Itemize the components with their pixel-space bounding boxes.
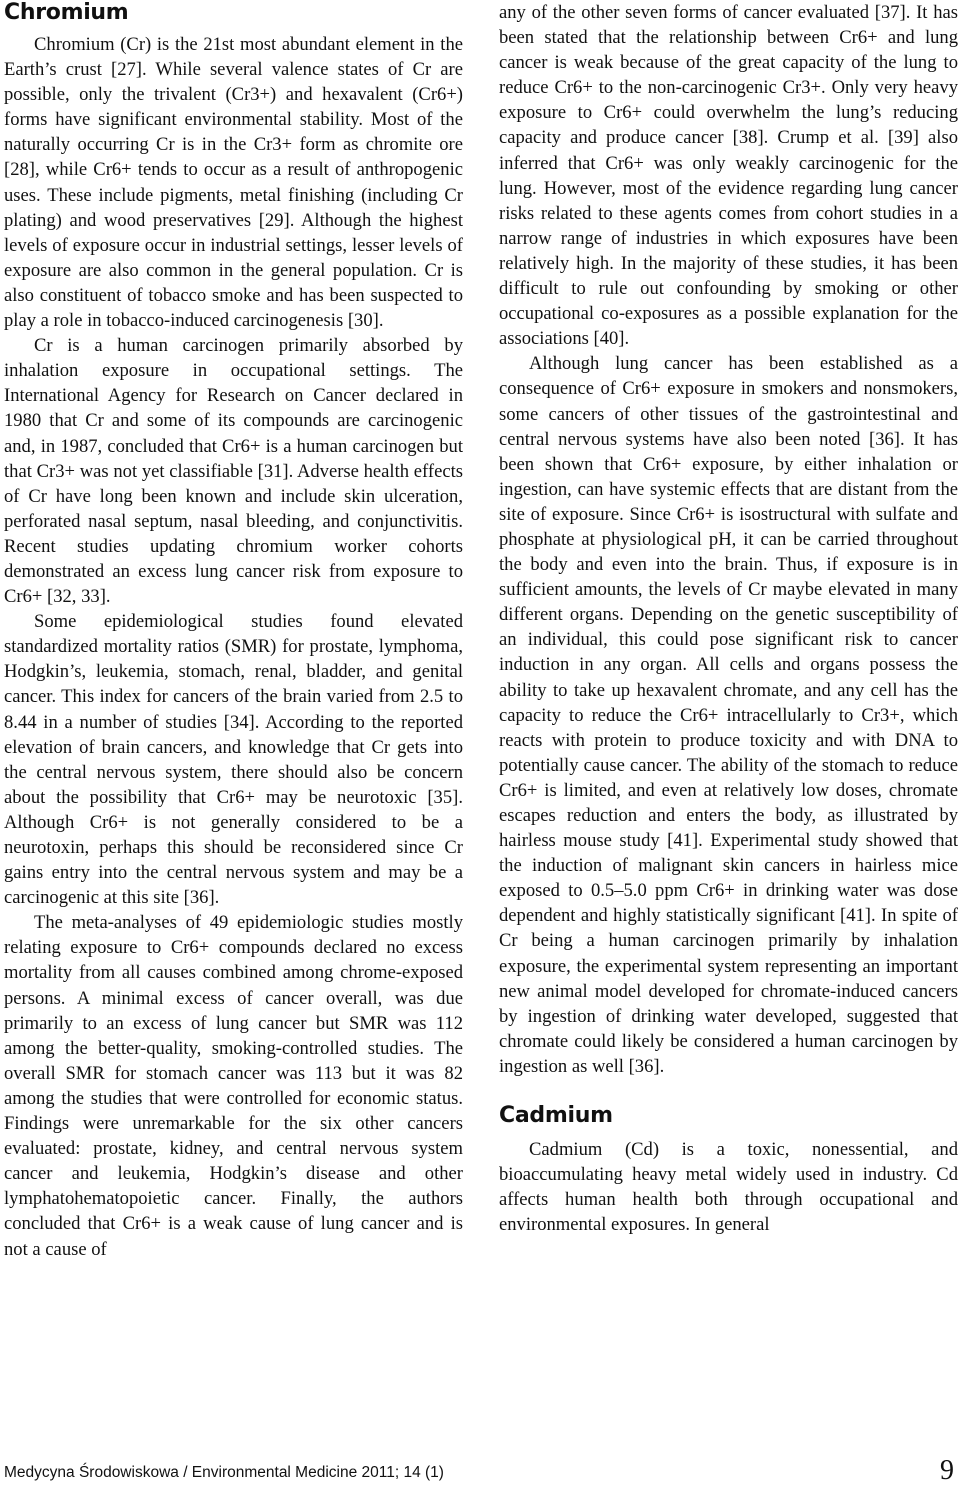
left-column [4,0,463,1262]
paragraph: Cadmium (Cd) is a toxic, nonessential, and bioaccumulating heavy metal widely used in industry. Cd affects human health both through occupational and environmental exposures. In general [499,1139,958,1236]
paragraph: Some epidemiological studies found elevated standardized mortality ratios (SMR) for prostate, lymphoma, Hodgkin’s, leukemia, stomach, renal, bladder, and genital cancer. This index for cancers of the brain varied from 2.5 to 8.44 in a number of studies [34]. According to the reported elevation of brain cancers, and knowledge that Cr gets into the central nervous system, there should also be concern about the possibility that Cr6+ may be neurotoxic [35]. Although Cr6+ is not generally considered to be a neurotoxin, perhaps this should be reconsidered since Cr gains entry into the central nervous system and may be a carcinogenic at this site [36]. [4,611,463,909]
paragraph: any of the other seven forms of cancer evaluated [37]. It has been stated that the relationship between Cr6+ and lung cancer is weak because of the great capacity of the lung to reduce Cr6+ to the non-carcinogenic Cr3+. Only very heavy exposure to Cr6+ could overwhelm the lung’s reducing capacity and produce cancer [38]. Crump et al. [39] also inferred that Cr6+ was only weakly carcinogenic for the lung. However, most of the evidence regarding lung cancer risks related to these agents comes from cohort studies in a narrow range of industries in which exposures have been relatively high. In the majority of these studies, it has been difficult to rule out confounding by smoking or other occupational co-exposures as a possible explanation for the associations [40]. [499,2,958,350]
journal-footer: Medycyna Środowiskowa / Environmental Medicine 2011; 14 (1) [4,1464,444,1481]
paragraph: Although lung cancer has been established as a consequence of Cr6+ exposure in smokers and nonsmokers, some cancers of other tissues of the gastrointestinal and central nervous systems have also been noted [36]. It has been shown that Cr6+ exposure, by either inhalation or ingestion, can have systemic effects that are distant from the site of exposure. Since Cr6+ is isostructural with sulfate and phosphate at physiological pH, it can be carried throughout the body and even into the brain. Thus, if exposure is in sufficient amounts, the levels of Cr maybe elevated in many different organs. Depending on the genetic susceptibility of an individual, this could pose significant risk to cancer induction in any organ. All cells and organs possess the ability to take up hexavalent chromate, and any cell has the capacity to reduce the Cr6+ intracellularly to Cr3+, which reacts with protein to produce toxicity and with DNA to potentially cause cancer. The ability of the stomach to reduce Cr6+ is limited, and even at relatively low doses, chromate escapes reduction and enters the body, as illustrated by hairless mouse study [41]. Experimental study showed that the induction of malignant skin cancers in hairless mice exposed to 0.5–5.0 ppm Cr6+ in drinking water was dose dependent and highly statistically significant [41]. In spite of Cr being a human carcinogen primarily by inhalation exposure, the experimental system representing an important new animal model developed for chromate-induced cancers by ingestion of drinking water developed, suggested that chromate could likely be considered a human carcinogen by ingestion as well [36]. [499,353,958,1077]
right-column [499,0,958,1237]
paragraph: Chromium (Cr) is the 21st most abundant element in the Earth’s crust [27]. While several valence states of Cr are possible, only the trivalent (Cr3+) and hexavalent (Cr6+) forms have significant environmental stability. Most of the naturally occurring Cr is in the Cr3+ form as chromite ore [28], while Cr6+ tends to occur as a result of anthropogenic uses. These include pigments, metal finishing (including Cr plating) and wood preservatives [29]. Although the highest levels of exposure occur in industrial settings, lesser levels of exposure are also common in the general population. Cr is also constituent of tobacco smoke and has been suspected to play a role in tobacco-induced carcinogenesis [30]. [4,34,463,332]
section-heading-cadmium: Cadmium [499,1103,613,1129]
section-heading-chromium: Chromium [4,0,129,25]
page-number: 9 [940,1455,954,1486]
paragraph: The meta-analyses of 49 epidemiologic studies mostly relating exposure to Cr6+ compounds declared no excess mortality from all causes combined among chrome-exposed persons. A minimal excess of cancer overall, was due primarily to an excess of lung cancer but SMR was 112 among the better-quality, smoking-controlled studies. The overall SMR for stomach cancer was 113 but it was 82 among the studies that were controlled for economic status. Findings were unremarkable for the six other cancers evaluated: prostate, kidney, and central nervous system cancer and leukemia, Hodgkin’s disease and other lymphatohematopoietic cancer. Finally, the authors concluded that Cr6+ is a weak cause of lung cancer and is not a cause of [4,912,463,1260]
paragraph: Cr is a human carcinogen primarily absorbed by inhalation exposure in occupational settings. The International Agency for Research on Cancer declared in 1980 that Cr and some of its compounds are carcinogenic and, in 1987, concluded that Cr6+ is a human carcinogen but that Cr3+ was not yet classifiable [31]. Adverse health effects of Cr have long been known and include skin ulceration, perforated nasal septum, nasal bleeding, and conjunctivitis. Recent studies updating chromium worker cohorts demonstrated an excess lung cancer risk from exposure to Cr6+ [32, 33]. [4,335,463,608]
